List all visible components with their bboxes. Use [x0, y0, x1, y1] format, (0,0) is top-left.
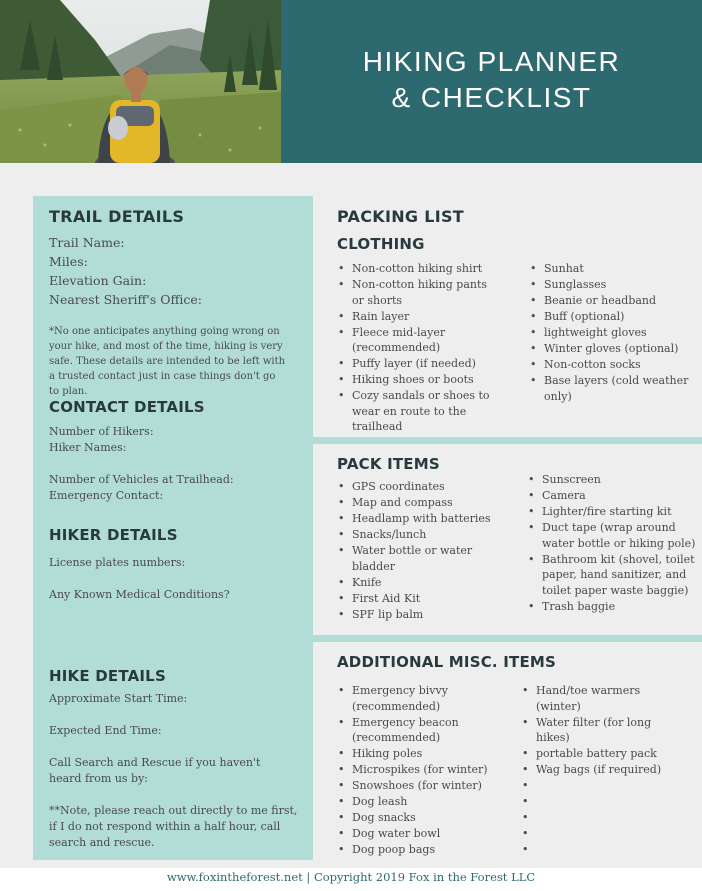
field-label: Miles:	[49, 254, 88, 269]
section-divider	[313, 635, 702, 642]
checklist-item: • Dog poop bags	[337, 842, 517, 858]
hiker-landscape-image	[0, 0, 281, 163]
checklist-item: • Lighter/fire starting kit	[527, 504, 699, 520]
misc-items-list-col1	[337, 683, 517, 858]
field-label: Emergency Contact:	[49, 489, 164, 502]
checklist-item: • Puffy layer (if needed)	[337, 356, 517, 372]
checklist-item: • Sunscreen	[527, 472, 699, 488]
checklist-item: • Snacks/lunch	[337, 527, 517, 543]
hiker-details-heading: HIKER DETAILS	[49, 526, 178, 544]
checklist-item: • Non-cotton hiking shirt	[337, 261, 517, 277]
field-label: Trail Name:	[49, 235, 125, 250]
checklist-item: • Water filter (for long hikes)	[521, 715, 691, 746]
clothing-heading: CLOTHING	[337, 235, 425, 253]
checklist-item	[521, 810, 691, 826]
checklist-item: • Microspikes (for winter)	[337, 762, 517, 778]
section-divider	[313, 437, 702, 444]
field-label: License plates numbers:	[49, 556, 186, 569]
checklist-item: • Base layers (cold weather only)	[529, 373, 699, 404]
title-line-2: & CHECKLIST	[391, 81, 592, 113]
checklist-item: • Non-cotton socks	[529, 357, 699, 373]
hike-details-heading: HIKE DETAILS	[49, 667, 166, 685]
field-label: Elevation Gain:	[49, 273, 147, 288]
checklist-item: • GPS coordinates	[337, 479, 517, 495]
field-label: Call Search and Rescue if you haven't	[49, 756, 261, 769]
field-label: heard from us by:	[49, 772, 149, 785]
checklist-item: • Dog snacks	[337, 810, 517, 826]
checklist-item: • Headlamp with batteries	[337, 511, 517, 527]
checklist-item: • Duct tape (wrap around water bottle or hiking pole)	[527, 520, 699, 551]
checklist-item: • portable battery pack	[521, 746, 691, 762]
header-photo	[0, 0, 281, 163]
field-label: Any Known Medical Conditions?	[49, 588, 230, 601]
field-label: Number of Hikers:	[49, 425, 154, 438]
checklist-item	[521, 826, 691, 842]
title-banner	[281, 0, 702, 163]
checklist-item: • SPF lip balm	[337, 607, 517, 623]
checklist-item: • Snowshoes (for winter)	[337, 778, 517, 794]
checklist-item: • Buff (optional)	[529, 309, 699, 325]
title-line-1: HIKING PLANNER	[362, 45, 621, 77]
clothing-list-col1	[337, 261, 517, 435]
checklist-item: • Rain layer	[337, 309, 517, 325]
misc-items-heading: ADDITIONAL MISC. ITEMS	[337, 653, 557, 671]
field-label: search and rescue.	[49, 836, 155, 849]
checklist-item: • Sunhat	[529, 261, 699, 277]
checklist-item: • Wag bags (if required)	[521, 762, 691, 778]
misc-items-list-col2	[521, 683, 691, 858]
checklist-item	[521, 778, 691, 794]
checklist-item: • Emergency beacon (recommended)	[337, 715, 517, 746]
trail-details-heading: TRAIL DETAILS	[49, 207, 185, 226]
field-label	[49, 708, 297, 724]
checklist-item: • Dog leash	[337, 794, 517, 810]
checklist-item: • Hiking poles	[337, 746, 517, 762]
field-label	[49, 457, 234, 473]
field-label: **Note, please reach out directly to me first,	[49, 804, 298, 817]
packing-list-heading: PACKING LIST	[337, 207, 465, 226]
checklist-item: • First Aid Kit	[337, 591, 517, 607]
checklist-item: • Emergency bivvy (recommended)	[337, 683, 517, 714]
footer-copyright: www.foxintheforest.net | Copyright 2019 Fox in the Forest LLC	[166, 870, 536, 884]
field-label: Approximate Start Time:	[49, 692, 188, 705]
trail-details-note: *No one anticipates anything going wrong on your hike, and most of the time, hiking is very safe. These details are intended to be left with a trusted contact just in case things don't go to plan.	[49, 326, 286, 397]
field-label: Expected End Time:	[49, 724, 162, 737]
checklist-item: • Water bottle or water bladder	[337, 543, 517, 574]
checklist-item: • Hand/toe warmers (winter)	[521, 683, 691, 714]
trail-details-fields	[49, 235, 202, 311]
checklist-item: • lightweight gloves	[529, 325, 699, 341]
checklist-item: • Non-cotton hiking pants or shorts	[337, 277, 517, 308]
checklist-item: • Map and compass	[337, 495, 517, 511]
contact-details-heading: CONTACT DETAILS	[49, 398, 205, 416]
field-label	[49, 740, 297, 756]
checklist-item: • Fleece mid-layer (recommended)	[337, 325, 517, 356]
pack-items-list-col1	[337, 479, 517, 623]
checklist-item: • Sunglasses	[529, 277, 699, 293]
checklist-item: • Bathroom kit (shovel, toilet paper, hand sanitizer, and toilet paper waste baggie)	[527, 552, 699, 599]
checklist-item	[521, 842, 691, 858]
clothing-list-col2	[529, 261, 699, 405]
checklist-item	[521, 794, 691, 810]
field-label: Number of Vehicles at Trailhead:	[49, 473, 234, 486]
checklist-item: • Winter gloves (optional)	[529, 341, 699, 357]
field-label	[49, 788, 297, 804]
checklist-item: • Cozy sandals or shoes to wear en route to the trailhead	[337, 388, 517, 435]
checklist-item: • Hiking shoes or boots	[337, 372, 517, 388]
hike-details-fields	[49, 692, 297, 852]
hiker-details-fields	[49, 556, 230, 604]
pack-items-heading: PACK ITEMS	[337, 455, 440, 473]
checklist-item: • Beanie or headband	[529, 293, 699, 309]
checklist-item: • Trash baggie	[527, 599, 699, 615]
field-label: Hiker Names:	[49, 441, 127, 454]
checklist-item: • Dog water bowl	[337, 826, 517, 842]
field-label	[49, 572, 230, 588]
field-label: if I do not respond within a half hour, call	[49, 820, 281, 833]
checklist-item: • Camera	[527, 488, 699, 504]
pack-items-list-col2	[527, 472, 699, 615]
checklist-item: • Knife	[337, 575, 517, 591]
field-label: Nearest Sheriff's Office:	[49, 292, 202, 307]
contact-details-fields	[49, 425, 234, 505]
